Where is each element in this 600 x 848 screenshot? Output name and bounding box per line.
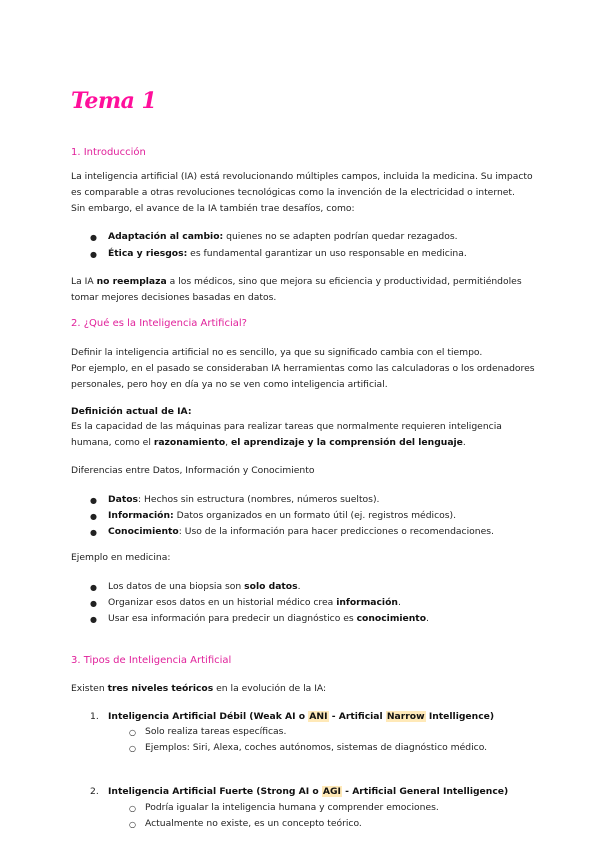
page-title: Tema 1 <box>71 88 157 114</box>
sub-list-item: Solo realiza tareas específicas. <box>145 726 287 737</box>
list-number: 2. <box>90 786 99 797</box>
list-number: 1. <box>90 711 99 722</box>
paragraph-line: Es la capacidad de las máquinas para realizar tareas que normalmente requieren inteligencia <box>71 421 502 432</box>
bullet-icon: ● <box>90 250 97 259</box>
circle-bullet-icon: ○ <box>129 804 136 813</box>
paragraph-line: Ejemplo en medicina: <box>71 552 171 563</box>
paragraph-line: humana, como el razonamiento, el aprendizaje y la comprensión del lenguaje. <box>71 437 466 448</box>
bullet-icon: ● <box>90 615 97 624</box>
section-heading-1: 1. Introducción <box>71 147 146 158</box>
paragraph-line: Diferencias entre Datos, Información y Conocimiento <box>71 465 315 476</box>
circle-bullet-icon: ○ <box>129 820 136 829</box>
paragraph-line: Sin embargo, el avance de la IA también trae desafíos, como: <box>71 203 355 214</box>
paragraph-line: Por ejemplo, en el pasado se consideraban IA herramientas como las calculadoras o los ordenadores <box>71 363 535 374</box>
list-item: Los datos de una biopsia son solo datos. <box>108 581 301 592</box>
sub-list-item: Podría igualar la inteligencia humana y comprender emociones. <box>145 802 439 813</box>
bullet-icon: ● <box>90 528 97 537</box>
section-heading-2: 2. ¿Qué es la Inteligencia Artificial? <box>71 318 247 329</box>
section-heading-3: 3. Tipos de Inteligencia Artificial <box>71 655 232 666</box>
list-item: Usar esa información para predecir un diagnóstico es conocimiento. <box>108 613 429 624</box>
definition-title: Definición actual de IA: <box>71 406 192 417</box>
paragraph-line: Definir la inteligencia artificial no es sencillo, ya que su significado cambia con el tiempo. <box>71 347 483 358</box>
bullet-icon: ● <box>90 512 97 521</box>
bullet-icon: ● <box>90 233 97 242</box>
list-item: Información: Datos organizados en un formato útil (ej. registros médicos). <box>108 510 457 521</box>
list-item: Conocimiento: Uso de la información para hacer predicciones o recomendaciones. <box>108 526 494 537</box>
sub-list-item: Ejemplos: Siri, Alexa, coches autónomos, sistemas de diagnóstico médico. <box>145 742 488 753</box>
list-item: Adaptación al cambio: quienes no se adapten podrían quedar rezagados. <box>108 231 458 242</box>
list-item: Ética y riesgos: es fundamental garantizar un uso responsable en medicina. <box>108 248 467 259</box>
list-item: Datos: Hechos sin estructura (nombres, números sueltos). <box>108 494 380 505</box>
paragraph-line: personales, pero hoy en día ya no se ven como inteligencia artificial. <box>71 379 388 390</box>
paragraph-line: La inteligencia artificial (IA) está revolucionando múltiples campos, incluida la medicina. Su impacto <box>71 171 533 182</box>
circle-bullet-icon: ○ <box>129 728 136 737</box>
numbered-item: Inteligencia Artificial Fuerte (Strong AI o AGI - Artificial General Intelligence) <box>108 786 509 797</box>
paragraph-line: La IA no reemplaza a los médicos, sino que mejora su eficiencia y productividad, permitiéndoles <box>71 276 522 287</box>
bullet-icon: ● <box>90 599 97 608</box>
paragraph-line: es comparable a otras revoluciones tecnológicas como la invención de la electricidad o internet. <box>71 187 515 198</box>
bullet-icon: ● <box>90 583 97 592</box>
list-item: Organizar esos datos en un historial médico crea información. <box>108 597 401 608</box>
numbered-item: Inteligencia Artificial Débil (Weak AI o ANI - Artificial Narrow Intelligence) <box>108 711 495 722</box>
paragraph-line: Existen tres niveles teóricos en la evolución de la IA: <box>71 683 327 694</box>
paragraph-line: tomar mejores decisiones basadas en datos. <box>71 292 277 303</box>
sub-list-item: Actualmente no existe, es un concepto teórico. <box>145 818 362 829</box>
bullet-icon: ● <box>90 496 97 505</box>
circle-bullet-icon: ○ <box>129 744 136 753</box>
